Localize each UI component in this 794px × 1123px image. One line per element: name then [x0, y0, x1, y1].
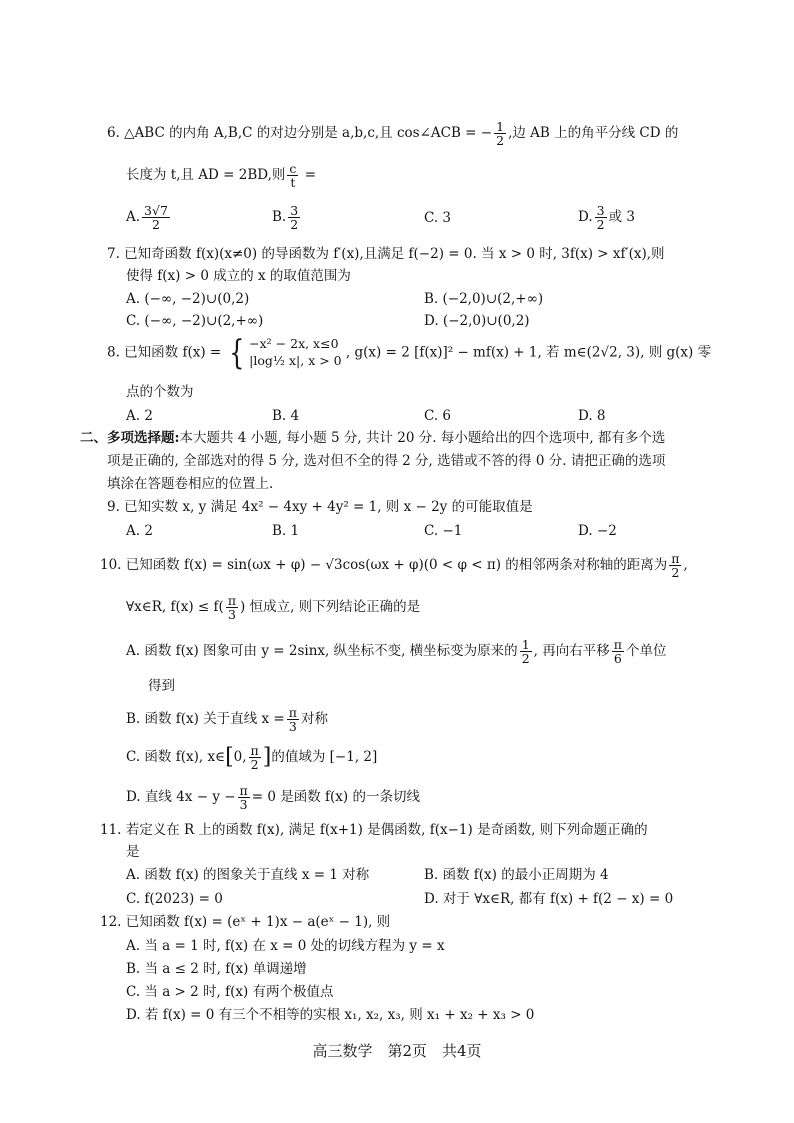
- q10-option-b-text: B. 函数 f(x) 关于直线 x =: [126, 711, 285, 728]
- page-footer: 高三数学 第2页 共4页: [312, 1042, 482, 1060]
- q8-piecewise: [226, 333, 342, 373]
- q8-option-d: D. 8: [578, 408, 606, 424]
- q10-option-c-inner: 0,: [233, 749, 247, 766]
- q10-stem2-post: ) 恒成立, 则下列结论正确的是: [240, 599, 421, 616]
- section2-line3: 填涂在答题卷相应的位置上.: [107, 476, 274, 492]
- q8-option-c: C. 6: [424, 408, 452, 424]
- q6-frac-den: 2: [496, 133, 505, 149]
- q8-stem-line1: [107, 333, 712, 373]
- q10-option-b-num: π: [288, 705, 297, 720]
- q6-option-a-den: 2: [152, 217, 160, 233]
- q6-option-a: [126, 204, 172, 231]
- q10-option-c-left-bracket: [: [225, 744, 234, 770]
- q6-stem1-tail: ,边 AB 上的角平分线 CD 的: [508, 125, 679, 142]
- q7-option-a: A. (−∞, −2)∪(0,2): [126, 291, 250, 307]
- q10-option-c-frac: [249, 744, 261, 771]
- q6-option-b-label: B.: [272, 209, 287, 226]
- q6-stem2-text: 长度为 t,且 AD = 2BD,则: [126, 167, 286, 184]
- q10-stem2-text: ∀x∈R, f(x) ≤ f(: [126, 599, 224, 616]
- q8-stem-pre: 8. 已知函数 f(x) =: [107, 344, 222, 361]
- q6-option-d-den: 2: [596, 217, 605, 233]
- q6-option-d-frac: [595, 204, 607, 231]
- q7-stem-line1: 7. 已知奇函数 f(x)(x≠0) 的导函数为 f′(x),且满足 f(−2) = 0. 当 x > 0 时, 3f(x) > xf′(x),则: [107, 246, 665, 262]
- q10-option-d-num: π: [239, 783, 248, 798]
- q6-option-b: [272, 204, 302, 231]
- q10-option-a-den1: 2: [521, 651, 530, 667]
- q10-option-d-post: = 0 是函数 f(x) 的一条切线: [251, 789, 420, 806]
- q6-stem-line2: [126, 162, 316, 189]
- section2-line1: [80, 432, 665, 446]
- q10-option-d-frac: [238, 784, 250, 811]
- q6-option-b-den: 2: [290, 217, 299, 233]
- q10-option-c-text: C. 函数 f(x), x∈: [126, 749, 226, 766]
- q6-fraction: [494, 120, 506, 147]
- q10-option-c-den: 2: [250, 757, 259, 773]
- q6-option-b-num: 3: [290, 203, 299, 218]
- q10-stem-line1: [100, 552, 688, 579]
- q11-stem-line1: 11. 若定义在 R 上的函数 f(x), 满足 f(x+1) 是偶函数, f(x−1) 是奇函数, 则下列命题正确的: [100, 822, 648, 838]
- q6-stem-line1: [107, 120, 678, 147]
- q10-option-d: [126, 784, 420, 811]
- q10-option-d-den: 3: [239, 797, 248, 813]
- q6-stem1-text: 6. △ABC 的内角 A,B,C 的对边分别是 a,b,c,且 cos∠ACB = −: [107, 125, 493, 142]
- q10-option-a-mid: , 再向右平移: [533, 643, 610, 660]
- q10-option-a-post: 个单位: [625, 643, 667, 660]
- q10-option-c-num: π: [250, 743, 259, 758]
- q8-stem-post: , g(x) = 2 [f(x)]² − mf(x) + 1, 若 m∈(2√2, 3), 则 g(x) 零: [345, 344, 712, 361]
- q12-option-d: D. 若 f(x) = 0 有三个不相等的实根 x₁, x₂, x₃, 则 x₁ + x₂ + x₃ > 0: [126, 1007, 535, 1023]
- q6-option-a-num: 3√7: [144, 203, 168, 218]
- q10-option-a-frac2: [612, 638, 624, 665]
- q10-option-b-frac: [287, 706, 299, 733]
- q8-case1: −x² − 2x, x≤0: [249, 336, 339, 352]
- q8-option-b: B. 4: [272, 408, 300, 424]
- q10-stem1-den: 2: [671, 565, 680, 581]
- q12-option-a: A. 当 a = 1 时, f(x) 在 x = 0 处的切线方程为 y = x: [126, 938, 445, 954]
- q10-stem1-frac: [669, 552, 681, 579]
- q10-option-a-num2: π: [613, 637, 622, 652]
- q6-option-b-frac: [288, 204, 300, 231]
- q8-cases: [249, 336, 341, 370]
- q12-option-c: C. 当 a > 2 时, f(x) 有两个极值点: [126, 984, 334, 1000]
- q10-stem2-den: 3: [227, 607, 236, 623]
- q6-option-d-num: 3: [596, 203, 605, 218]
- q10-stem1-post: ,: [683, 557, 688, 574]
- q10-option-a-frac1: [520, 638, 532, 665]
- section2-heading: 二、多项选择题:: [80, 430, 180, 446]
- q6-option-a-frac: [142, 204, 170, 231]
- q6-option-d: [578, 204, 635, 231]
- q10-option-c: [126, 744, 377, 771]
- q11-option-b: B. 函数 f(x) 的最小正周期为 4: [424, 867, 609, 883]
- q10-option-a-line2: 得到: [148, 678, 175, 694]
- q6-ratio-num: c: [289, 161, 297, 176]
- q7-option-c: C. (−∞, −2)∪(2,+∞): [126, 313, 264, 329]
- q11-option-c: C. f(2023) = 0: [126, 891, 223, 907]
- section2-instructions-1: 本大题共 4 小题, 每小题 5 分, 共计 20 分. 每小题给出的四个选项中, 都有多个选: [179, 430, 666, 446]
- q6-stem2-post: =: [300, 167, 317, 184]
- q12-stem: 12. 已知函数 f(x) = (eˣ + 1)x − a(eˣ − 1), 则: [100, 914, 391, 930]
- q6-option-d-tail: 或 3: [608, 209, 635, 226]
- q10-option-a-text: A. 函数 f(x) 图象可由 y = 2sinx, 纵坐标不变, 横坐标变为原来的: [126, 643, 518, 660]
- q10-stem2-frac: [226, 594, 238, 621]
- q10-stem1-num: π: [671, 551, 680, 566]
- q8-stem-line2: 点的个数为: [126, 384, 194, 400]
- q10-stem1-text: 10. 已知函数 f(x) = sin(ωx + φ) − √3cos(ωx + φ)(0 < φ < π) 的相邻两条对称轴的距离为: [100, 557, 668, 574]
- q10-option-c-right-bracket: ]: [262, 744, 272, 770]
- q11-option-d: D. 对于 ∀x∈R, 都有 f(x) + f(2 − x) = 0: [424, 891, 674, 907]
- q7-option-b: B. (−2,0)∪(2,+∞): [424, 291, 544, 307]
- q8-option-a: A. 2: [126, 408, 153, 424]
- q10-option-b-post: 对称: [300, 711, 328, 728]
- q11-stem-line2: 是: [126, 844, 140, 860]
- q10-option-a-line1: [126, 638, 666, 665]
- q7-stem-line2: 使得 f(x) > 0 成立的 x 的取值范围为: [126, 268, 351, 284]
- q6-option-a-label: A.: [126, 209, 141, 226]
- q10-option-a-den2: 6: [613, 651, 622, 667]
- q10-option-a-num1: 1: [521, 637, 530, 652]
- q8-brace: {: [228, 333, 244, 373]
- q8-case2: |log½ x|, x > 0: [249, 353, 342, 368]
- q6-option-c: C. 3: [424, 210, 452, 226]
- section2-line2: 项是正确的, 全部选对的得 5 分, 选对但不全的得 2 分, 选错或不答的得 0 分. 请把正确的选项: [107, 453, 666, 469]
- q6-frac-num: 1: [496, 119, 505, 134]
- q10-option-c-post: 的值域为 [−1, 2]: [271, 749, 378, 766]
- q11-option-a: A. 函数 f(x) 的图象关于直线 x = 1 对称: [126, 867, 370, 883]
- q9-stem: 9. 已知实数 x, y 满足 4x² − 4xy + 4y² = 1, 则 x − 2y 的可能取值是: [107, 499, 533, 515]
- q9-option-a: A. 2: [126, 523, 153, 539]
- q10-stem-line2: [126, 594, 420, 621]
- q9-option-c: C. −1: [424, 523, 463, 539]
- q6-ratio-fraction: [287, 162, 298, 189]
- q10-option-b-den: 3: [288, 719, 297, 735]
- q9-option-d: D. −2: [578, 523, 617, 539]
- q10-option-b: [126, 706, 328, 733]
- q6-ratio-den: t: [290, 175, 296, 191]
- q10-stem2-num: π: [227, 593, 237, 608]
- q9-option-b: B. 1: [272, 523, 300, 539]
- q6-option-d-label: D.: [578, 209, 593, 226]
- q7-option-d: D. (−2,0)∪(0,2): [424, 313, 530, 329]
- q12-option-b: B. 当 a ≤ 2 时, f(x) 单调递增: [126, 961, 307, 977]
- q10-option-d-text: D. 直线 4x − y −: [126, 789, 236, 806]
